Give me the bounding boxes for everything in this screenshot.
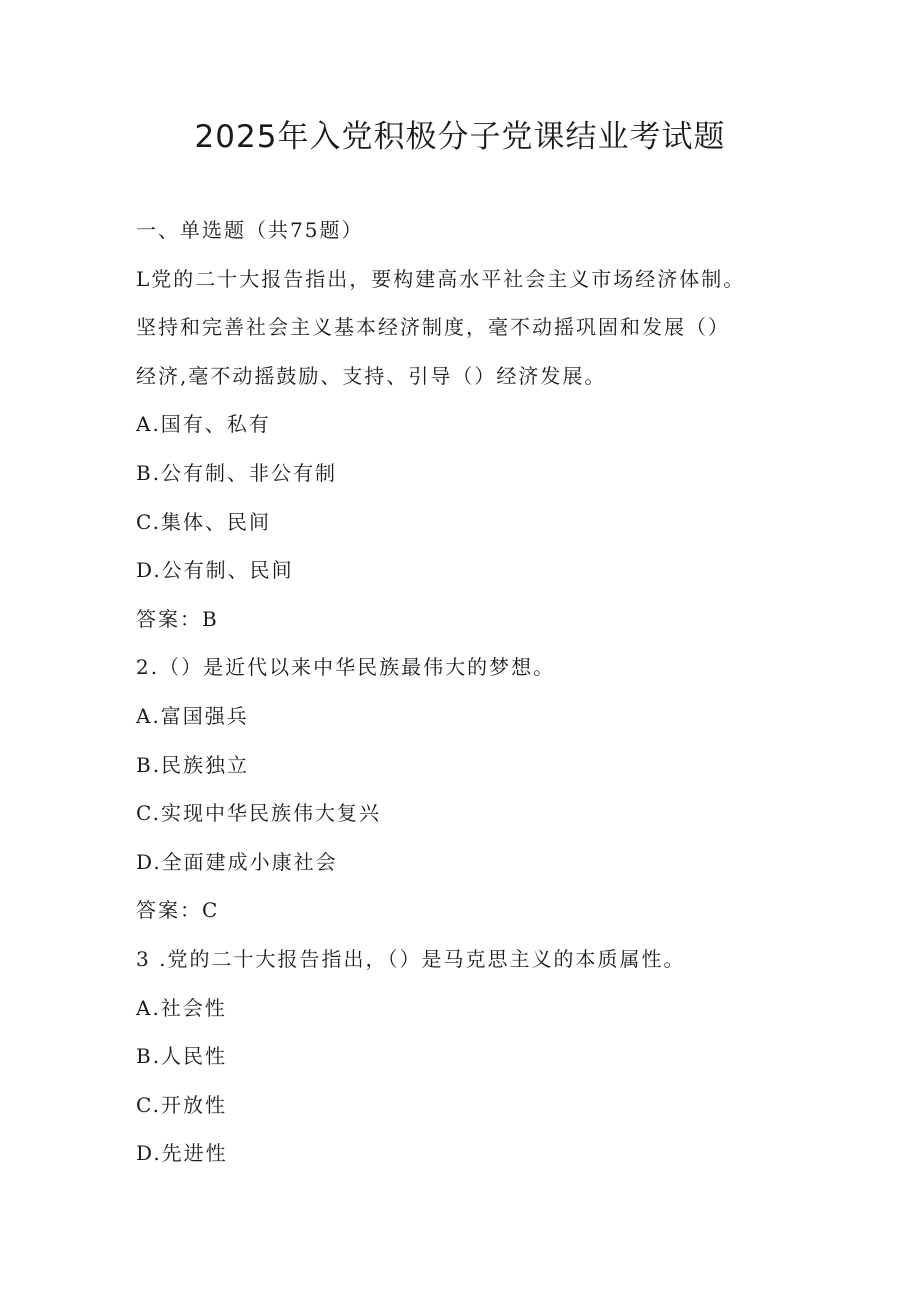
question-option: C.集体、民间	[136, 509, 271, 534]
question-option: A.富国强兵	[136, 703, 249, 728]
question-option: B.人民性	[136, 1044, 228, 1069]
question-3	[136, 935, 786, 1178]
question-option: D.先进性	[136, 1141, 228, 1166]
question-answer: 答案：C	[136, 898, 220, 923]
question-stem-line: 坚持和完善社会主义基本经济制度，毫不动摇巩固和发展（）	[136, 315, 730, 340]
question-stem-line: 2.（）是近代以来中华民族最伟大的梦想。	[136, 655, 556, 680]
question-option: C.开放性	[136, 1092, 227, 1117]
question-stem-line: L党的二十大报告指出，要构建高水平社会主义市场经济体制。	[136, 266, 746, 291]
question-stem-line: 3 .党的二十大报告指出，（）是马克思主义的本质属性。	[136, 946, 686, 971]
question-answer: 答案：B	[136, 606, 219, 631]
question-option: C.实现中华民族伟大复兴	[136, 801, 381, 826]
question-option: B.民族独立	[136, 752, 250, 777]
section-heading: 一、单选题（共75题）	[136, 218, 364, 242]
question-option: A.社会性	[136, 995, 227, 1020]
question-1	[136, 255, 786, 644]
question-stem-line: 经济,毫不动摇鼓励、支持、引导（）经济发展。	[136, 363, 607, 388]
question-option: D.全面建成小康社会	[136, 849, 338, 874]
question-option: A.国有、私有	[136, 412, 271, 437]
question-2	[136, 643, 786, 935]
question-option: D.公有制、民间	[136, 558, 294, 583]
document-title: 2025年入党积极分子党课结业考试题	[194, 119, 726, 155]
document-body	[136, 206, 786, 1178]
question-option: B.公有制、非公有制	[136, 460, 338, 485]
